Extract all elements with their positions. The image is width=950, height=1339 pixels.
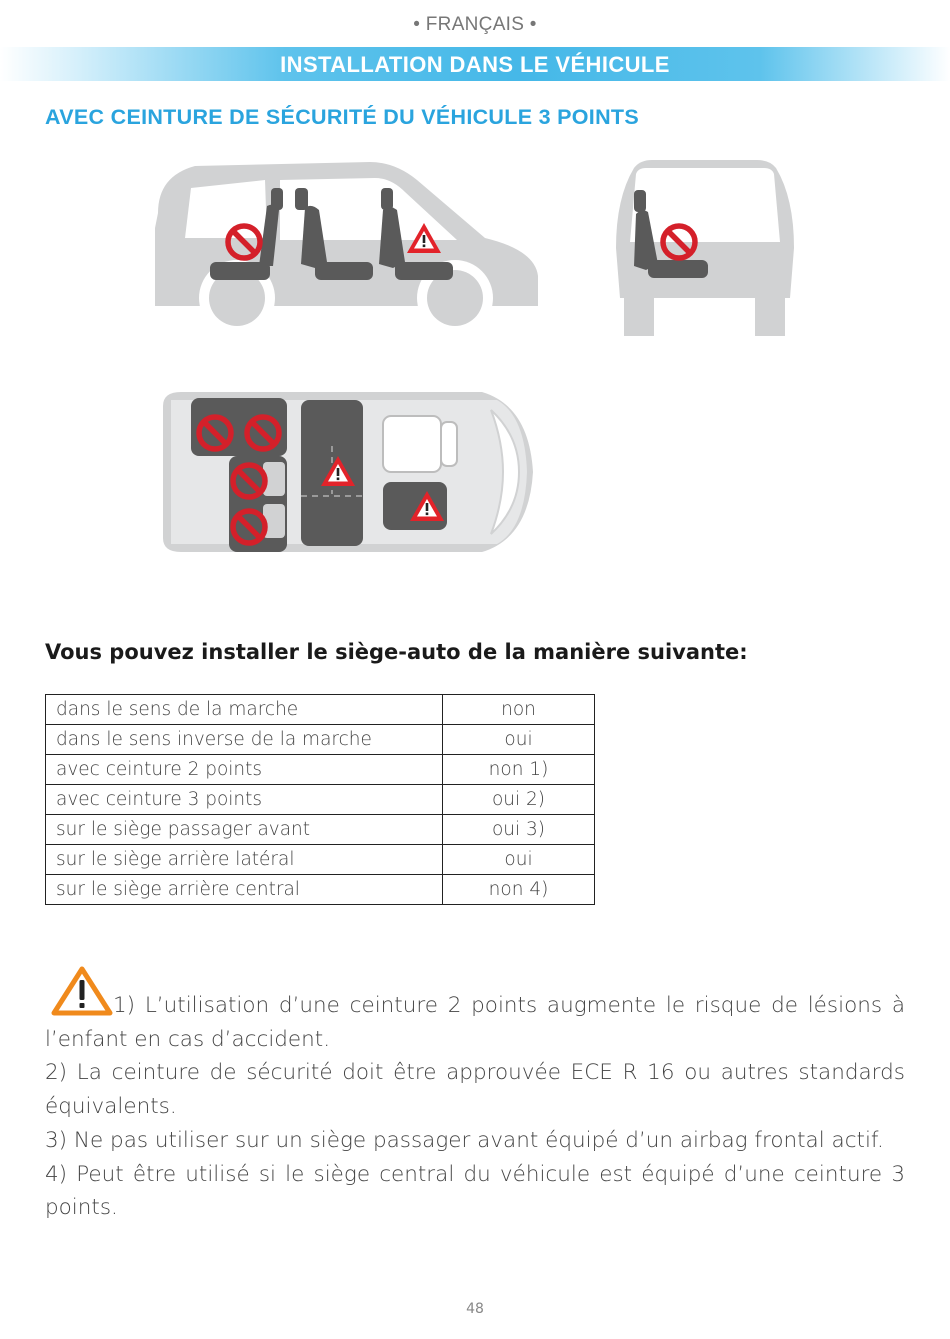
option-value: non 4) [443,875,595,905]
table-row [46,695,595,725]
language-label: • FRANÇAIS • [413,14,537,35]
table-row [46,725,595,755]
car-rear-view-figure [612,158,797,338]
car-top-view-figure [157,386,537,561]
table-row [46,845,595,875]
note-1: 1) L’utilisation d’une ceinture 2 points augmente le risque de lésions à l’enfant en cas d’accident. [45,993,905,1052]
option-value: oui [443,725,595,755]
car-side-view-figure [155,158,540,338]
installation-options-table [45,694,595,905]
option-value: oui 2) [443,785,595,815]
option-label: sur le siège passager avant [46,815,443,845]
option-label: avec ceinture 3 points [46,785,443,815]
note-4: 4) Peut être utilisé si le siège central du véhicule est équipé d’une ceinture 3 points. [45,1161,905,1221]
option-value: non [443,695,595,725]
table-row [46,755,595,785]
notes-block [45,966,905,1225]
option-label: dans le sens de la marche [46,695,443,725]
installation-lead-text: Vous pouvez installer le siège-auto de la manière suivante: [45,640,748,664]
table-row [46,875,595,905]
section-title: AVEC CEINTURE DE SÉCURITÉ DU VÉHICULE 3 POINTS [45,105,639,129]
option-label: dans le sens inverse de la marche [46,725,443,755]
section-banner [0,47,950,81]
note-3: 3) Ne pas utiliser sur un siège passager avant équipé d’un airbag frontal actif. [45,1127,884,1153]
page-number: 48 [466,1301,484,1317]
option-label: sur le siège arrière latéral [46,845,443,875]
option-value: oui [443,845,595,875]
warning-icon [51,966,113,1016]
option-label: avec ceinture 2 points [46,755,443,785]
option-label: sur le siège arrière central [46,875,443,905]
table-row [46,785,595,815]
table-row [46,815,595,845]
note-2: 2) La ceinture de sécurité doit être approuvée ECE R 16 ou autres standards équivalents. [45,1060,905,1120]
option-value: non 1) [443,755,595,785]
option-value: oui 3) [443,815,595,845]
banner-title: INSTALLATION DANS LE VÉHICULE [280,52,670,77]
